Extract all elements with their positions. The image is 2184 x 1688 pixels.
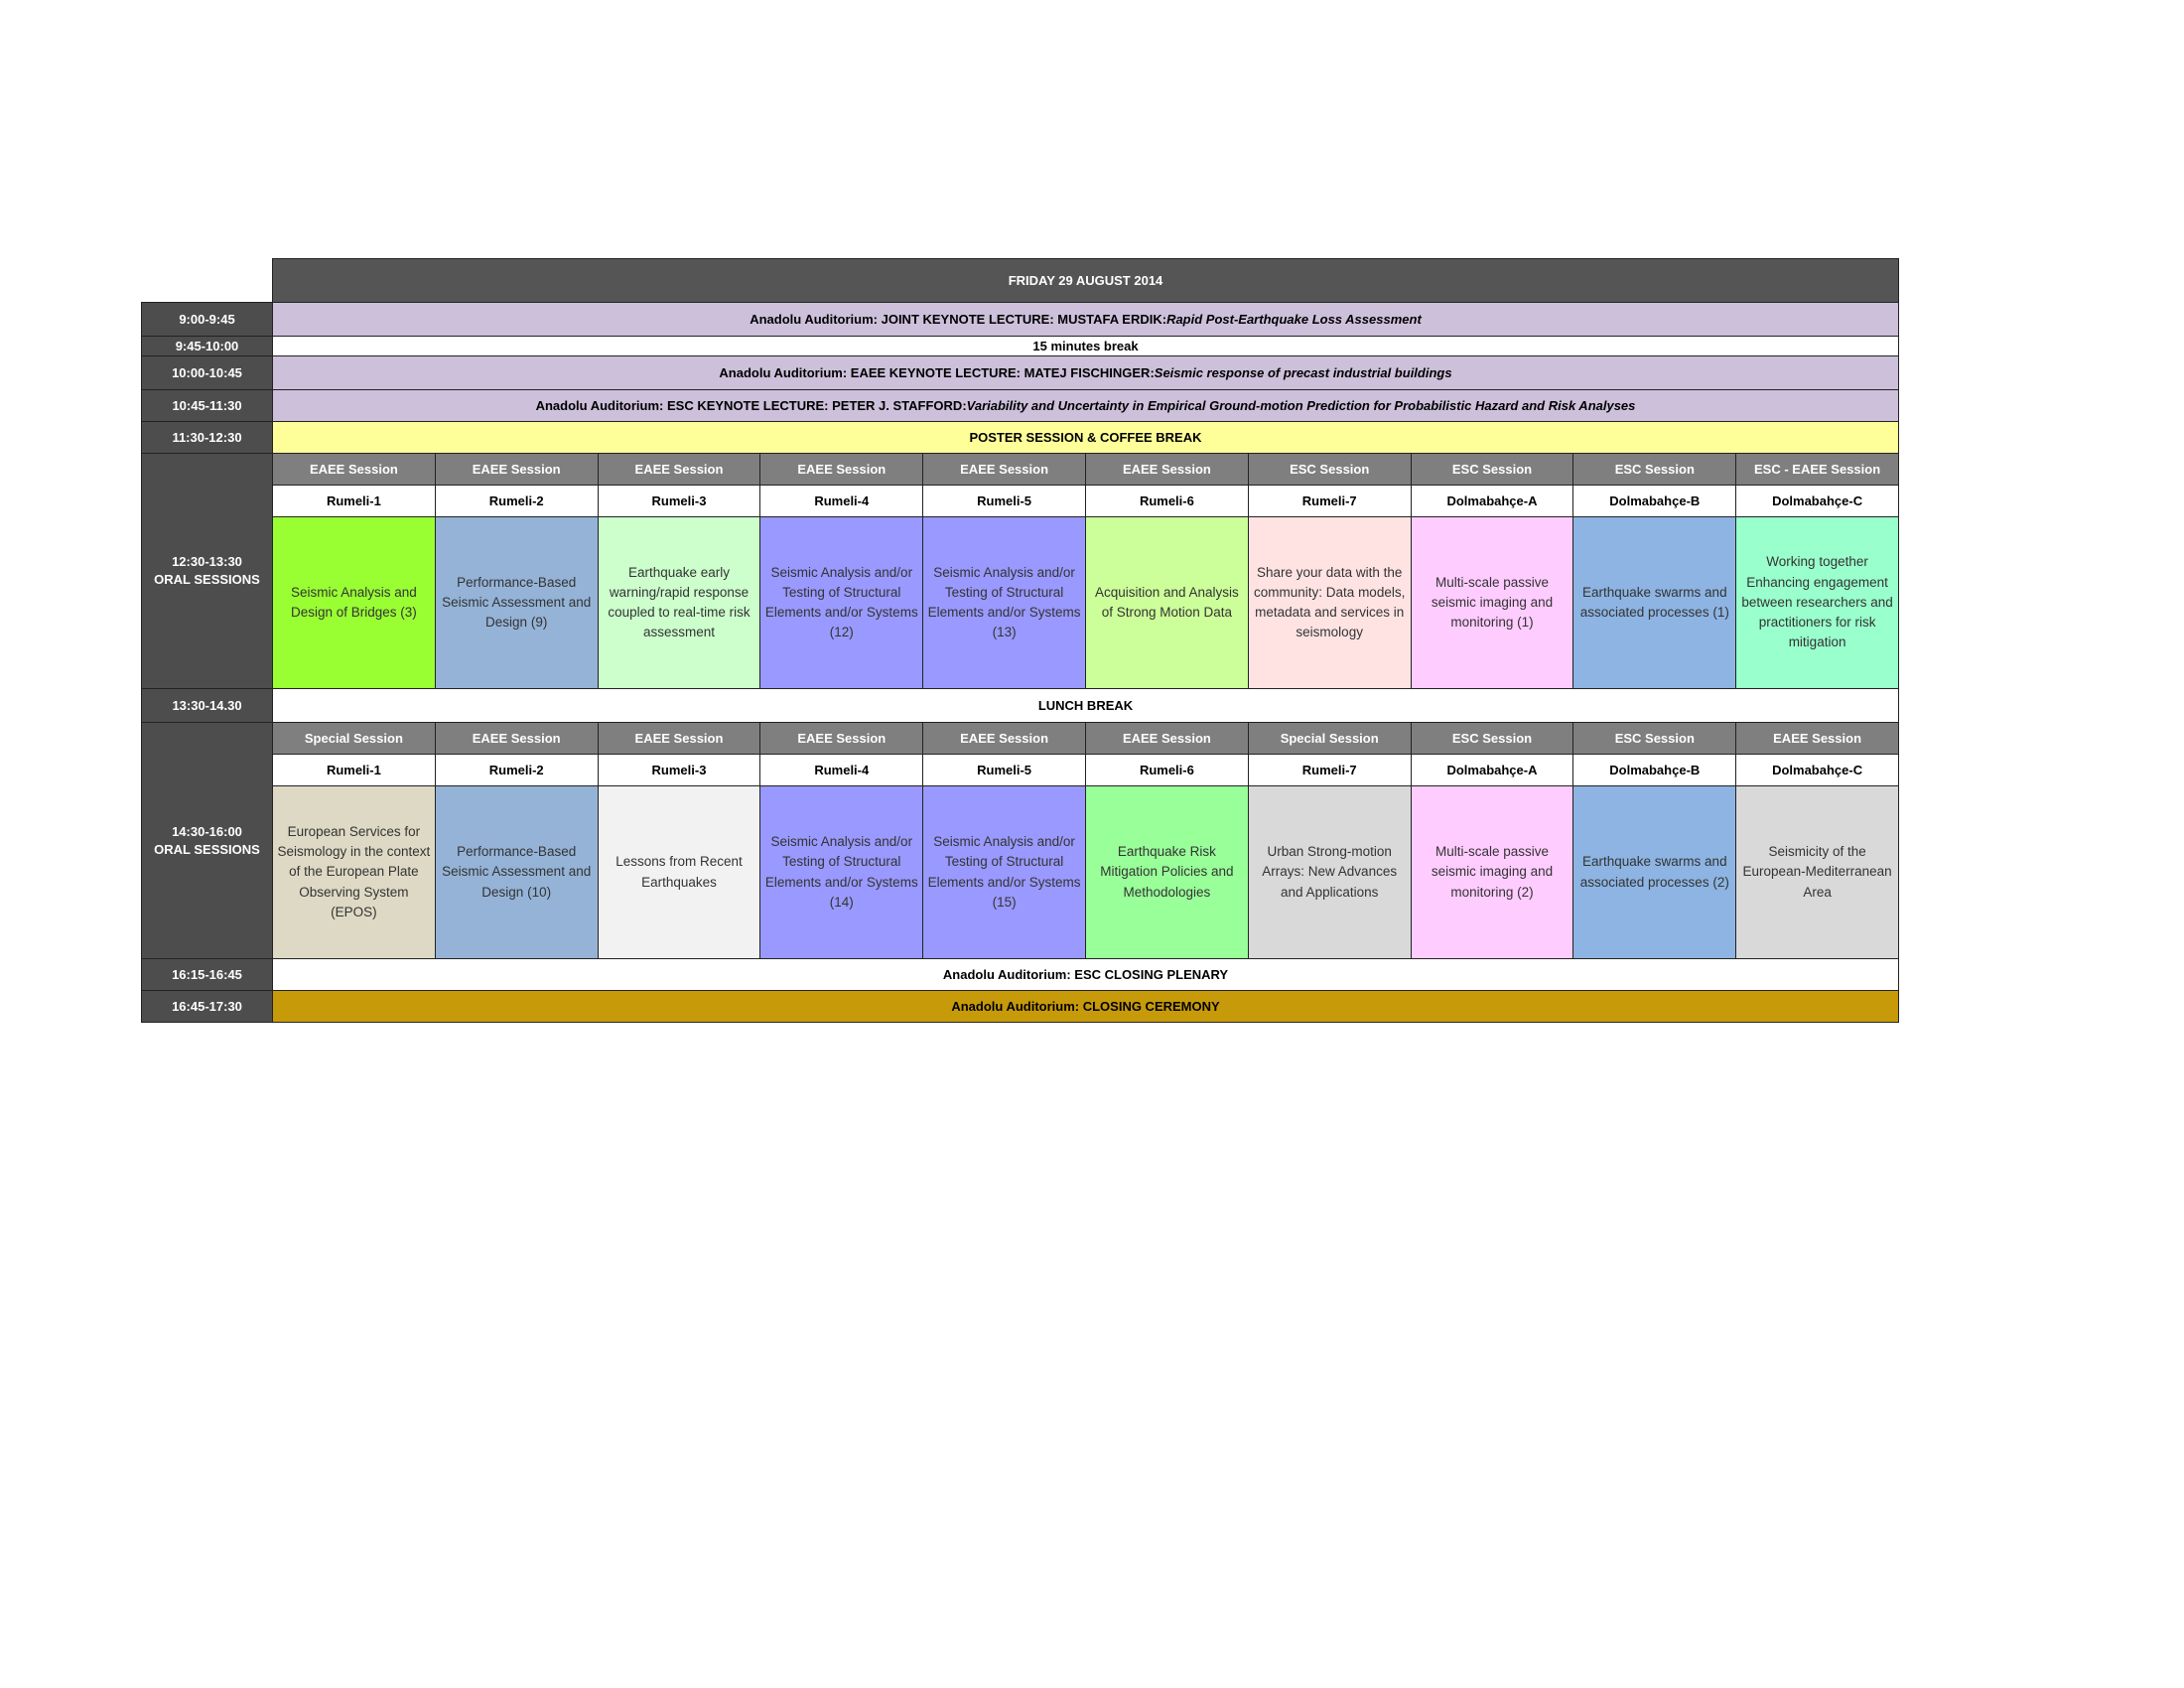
session-type: Special Session [272,722,436,755]
time-slot-label: 16:15-16:45 [172,966,242,982]
plenary-row [272,421,1899,454]
session-topic: Earthquake Risk Mitigation Policies and Methodologies [1085,785,1249,959]
session-room: Rumeli-4 [759,754,923,786]
session-type: ESC Session [1411,722,1574,755]
session-topic: Seismic Analysis and/or Testing of Structural Elements and/or Systems (13) [922,516,1086,689]
session-room: Rumeli-5 [922,754,1086,786]
plenary-row-text: Anadolu Auditorium: ESC KEYNOTE LECTURE: PETER J. STAFFORD: [535,397,967,413]
session-room: Dolmabahçe-C [1735,485,1899,517]
session-room: Dolmabahçe-A [1411,754,1574,786]
oral-session-time [141,722,273,959]
session-topic: Seismic Analysis and/or Testing of Structural Elements and/or Systems (12) [759,516,923,689]
plenary-row [272,336,1899,356]
session-type: EAEE Session [922,722,1086,755]
time-slot [141,958,273,991]
session-topic: Working together Enhancing engagement between researchers and practitioners for risk mitigation [1735,516,1899,689]
session-type: EAEE Session [272,453,436,486]
plenary-row-title: Variability and Uncertainty in Empirical Ground-motion Prediction for Probabilistic Hazard and Risk Analyses [966,397,1636,413]
session-room: Rumeli-3 [598,485,761,517]
time-slot-label: 13:30-14.30 [172,697,242,713]
session-topic: Seismic Analysis and/or Testing of Structural Elements and/or Systems (14) [759,785,923,959]
oral-session-time-label: 12:30-13:30 [172,554,242,570]
plenary-row-text: POSTER SESSION & COFFEE BREAK [969,429,1202,445]
session-topic: Seismic Analysis and Design of Bridges (3) [272,516,436,689]
time-slot-label: 11:30-12:30 [172,429,242,445]
session-type: EAEE Session [435,453,599,486]
session-room: Rumeli-3 [598,754,761,786]
oral-session-time-sublabel: ORAL SESSIONS [154,841,260,857]
closing-row: Anadolu Auditorium: CLOSING CEREMONY [272,990,1899,1023]
session-room: Rumeli-7 [1248,485,1412,517]
session-topic: Urban Strong-motion Arrays: New Advances and Applications [1248,785,1412,959]
session-room: Rumeli-2 [435,754,599,786]
session-type: EAEE Session [1735,722,1899,755]
session-topic: Lessons from Recent Earthquakes [598,785,761,959]
closing-row: Anadolu Auditorium: ESC CLOSING PLENARY [272,958,1899,991]
session-room: Rumeli-1 [272,485,436,517]
time-slot [141,302,273,337]
session-topic: Seismicity of the European-Mediterranean Area [1735,785,1899,959]
session-type: ESC Session [1248,453,1412,486]
page-title: FRIDAY 29 AUGUST 2014 [272,258,1899,303]
time-slot [141,990,273,1023]
time-slot-label: 10:45-11:30 [172,397,242,413]
session-room: Rumeli-6 [1085,754,1249,786]
plenary-row-text: Anadolu Auditorium: JOINT KEYNOTE LECTURE: MUSTAFA ERDIK: [750,311,1167,327]
session-topic: Earthquake swarms and associated processes (1) [1572,516,1736,689]
session-topic: Earthquake early warning/rapid response coupled to real-time risk assessment [598,516,761,689]
session-type: EAEE Session [598,453,761,486]
session-room: Rumeli-1 [272,754,436,786]
session-topic: Performance-Based Seismic Assessment and Design (10) [435,785,599,959]
session-room: Rumeli-6 [1085,485,1249,517]
session-type: ESC Session [1572,453,1736,486]
oral-session-time-sublabel: ORAL SESSIONS [154,572,260,587]
time-slot-label: 9:00-9:45 [179,311,235,327]
plenary-row-title: Seismic response of precast industrial buildings [1154,364,1452,380]
plenary-row-text: Anadolu Auditorium: EAEE KEYNOTE LECTURE: MATEJ FISCHINGER: [719,364,1155,380]
session-topic: Multi-scale passive seismic imaging and monitoring (2) [1411,785,1574,959]
session-type: EAEE Session [759,722,923,755]
plenary-row-title: Rapid Post-Earthquake Loss Assessment [1166,311,1422,327]
session-topic: Earthquake swarms and associated processes (2) [1572,785,1736,959]
plenary-row [272,302,1899,337]
session-type: EAEE Session [759,453,923,486]
session-type: EAEE Session [922,453,1086,486]
oral-session-time [141,453,273,689]
plenary-row [272,355,1899,390]
plenary-row-text: 15 minutes break [1032,338,1139,353]
session-topic: Acquisition and Analysis of Strong Motion Data [1085,516,1249,689]
session-room: Dolmabahçe-B [1572,485,1736,517]
time-slot [141,355,273,390]
plenary-row [272,389,1899,422]
session-room: Rumeli-5 [922,485,1086,517]
session-room: Rumeli-7 [1248,754,1412,786]
session-type: EAEE Session [598,722,761,755]
time-slot [141,688,273,723]
time-slot-label: 16:45-17:30 [172,998,242,1014]
time-slot [141,336,273,356]
session-type: ESC Session [1572,722,1736,755]
session-topic: Multi-scale passive seismic imaging and monitoring (1) [1411,516,1574,689]
session-type: EAEE Session [1085,453,1249,486]
oral-session-time-label: 14:30-16:00 [172,823,242,839]
session-topic: Share your data with the community: Data models, metadata and services in seismology [1248,516,1412,689]
session-room: Dolmabahçe-B [1572,754,1736,786]
lunch-break: LUNCH BREAK [272,688,1899,723]
session-type: EAEE Session [435,722,599,755]
session-type: ESC Session [1411,453,1574,486]
session-topic: European Services for Seismology in the context of the European Plate Observing System (EPOS) [272,785,436,959]
session-type: Special Session [1248,722,1412,755]
time-slot-label: 9:45-10:00 [175,338,239,353]
session-room: Dolmabahçe-C [1735,754,1899,786]
time-slot [141,389,273,422]
session-room: Rumeli-2 [435,485,599,517]
session-type: EAEE Session [1085,722,1249,755]
time-slot [141,421,273,454]
session-room: Dolmabahçe-A [1411,485,1574,517]
session-topic: Performance-Based Seismic Assessment and Design (9) [435,516,599,689]
time-slot-label: 10:00-10:45 [172,364,242,380]
session-room: Rumeli-4 [759,485,923,517]
session-type: ESC - EAEE Session [1735,453,1899,486]
session-topic: Seismic Analysis and/or Testing of Structural Elements and/or Systems (15) [922,785,1086,959]
